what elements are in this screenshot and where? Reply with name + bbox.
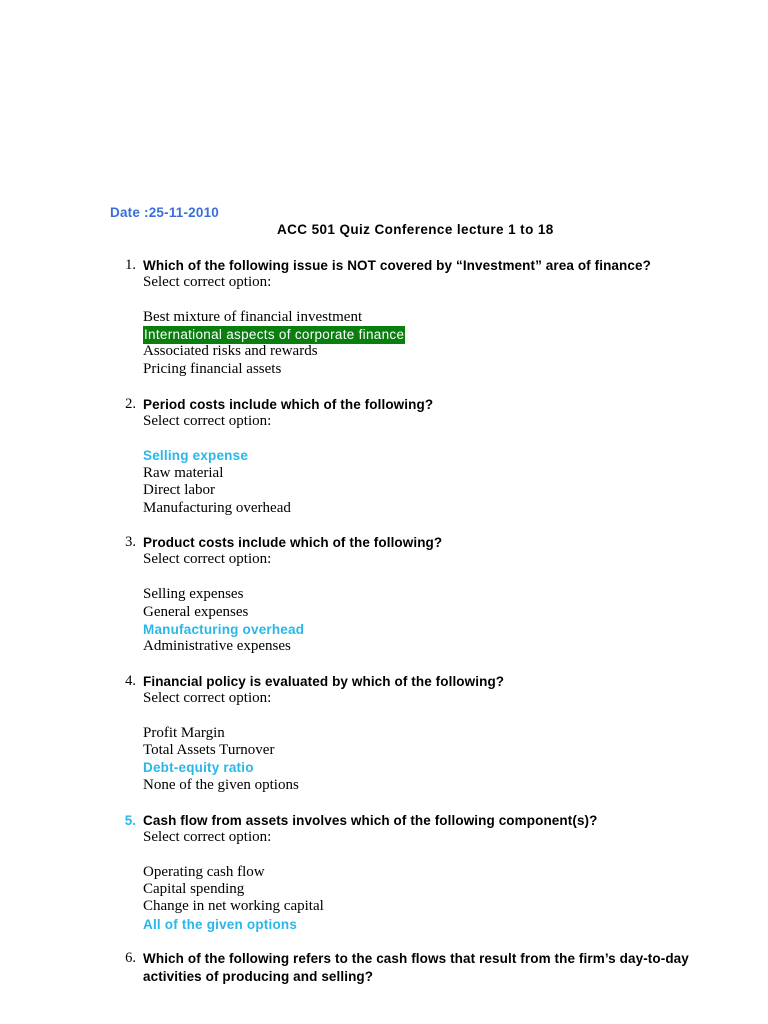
option: Capital spending [143, 881, 245, 897]
question-text: Which of the following refers to the cash flows that result from the firm’s day-to-day activities of producing and selling? [143, 951, 689, 984]
question-text: Financial policy is evaluated by which of the following? [143, 674, 505, 689]
question-text: Period costs include which of the following? [143, 397, 434, 412]
option-correct: All of the given options [143, 917, 298, 932]
question-text: Which of the following issue is NOT covered by “Investment” area of finance? [143, 258, 651, 273]
question-text: Cash flow from assets involves which of the following component(s)? [143, 813, 598, 828]
question-number: 2. [125, 396, 136, 412]
select-prompt: Select correct option: [143, 551, 272, 567]
option-correct: Manufacturing overhead [143, 622, 305, 637]
option: Direct labor [143, 482, 216, 498]
document-title: ACC 501 Quiz Conference lecture 1 to 18 [277, 222, 554, 237]
option: Total Assets Turnover [143, 742, 275, 758]
option: Change in net working capital [143, 898, 324, 914]
option: Operating cash flow [143, 864, 265, 880]
option-correct: Selling expense [143, 448, 249, 463]
question-number: 3. [125, 534, 136, 550]
option: None of the given options [143, 777, 299, 793]
option-correct-highlighted: International aspects of corporate finance [144, 327, 405, 342]
question-number: 4. [125, 673, 136, 689]
question-number: 5. [124, 813, 136, 828]
option: Selling expenses [143, 586, 244, 602]
option: Associated risks and rewards [143, 343, 318, 359]
option: General expenses [143, 604, 249, 620]
select-prompt: Select correct option: [143, 690, 272, 706]
question-text: Product costs include which of the following? [143, 535, 443, 550]
option: Raw material [143, 465, 224, 481]
question-number: 6. [125, 950, 136, 966]
option: Administrative expenses [143, 638, 291, 654]
option: Manufacturing overhead [143, 500, 291, 516]
question-number: 1. [125, 257, 136, 273]
select-prompt: Select correct option: [143, 829, 272, 845]
option: Best mixture of financial investment [143, 309, 363, 325]
option: Profit Margin [143, 725, 225, 741]
option: Pricing financial assets [143, 361, 282, 377]
select-prompt: Select correct option: [143, 413, 272, 429]
select-prompt: Select correct option: [143, 274, 272, 290]
document-date: Date :25-11-2010 [110, 205, 220, 220]
option-correct: Debt-equity ratio [143, 760, 254, 775]
